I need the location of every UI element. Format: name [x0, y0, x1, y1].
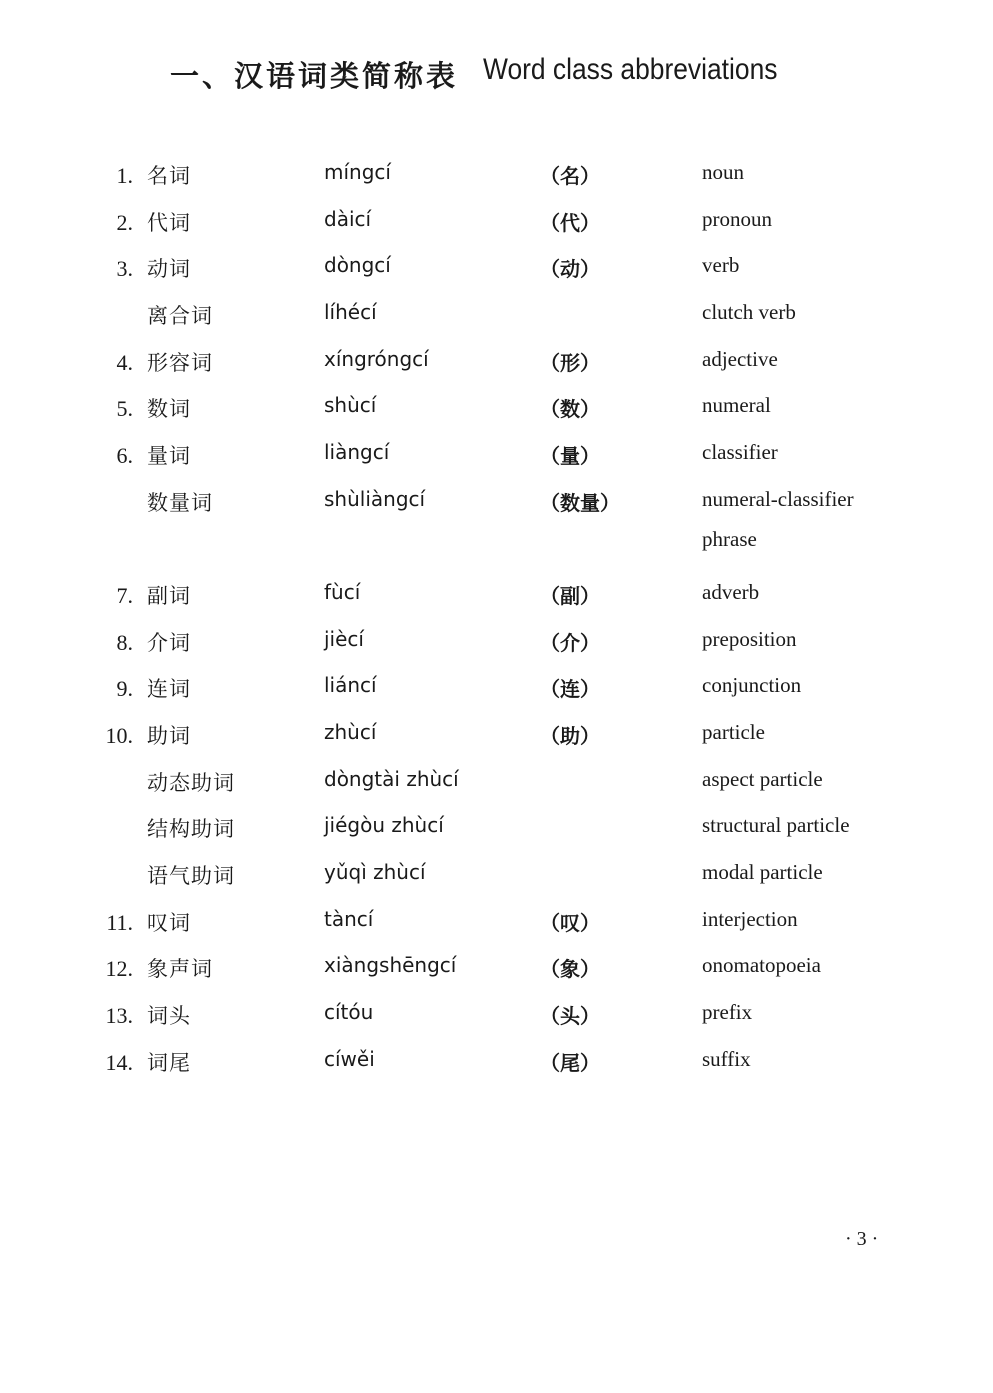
row-number: 6.: [116, 443, 133, 468]
abbreviation: （叹）: [540, 911, 600, 935]
pinyin: xíngróngcí: [324, 347, 429, 371]
row-number: 13.: [105, 1003, 133, 1028]
english-term: aspect particle: [702, 767, 823, 791]
chinese-term: 动词: [147, 257, 191, 281]
english-term: numeral-classifier: [702, 487, 854, 511]
abbreviation: （副）: [540, 584, 600, 608]
row-number: 8.: [116, 630, 133, 655]
table-row: [0, 393, 993, 427]
chinese-term: 连词: [147, 677, 191, 701]
row-number: 12.: [105, 956, 133, 981]
pinyin: liáncí: [324, 673, 377, 697]
chinese-term: 词尾: [147, 1051, 191, 1075]
title-english: Word class abbreviations: [483, 53, 778, 86]
english-term: pronoun: [702, 207, 772, 231]
abbreviation: （象）: [540, 957, 600, 981]
pinyin: fùcí: [324, 580, 361, 604]
chinese-term: 助词: [147, 724, 191, 748]
pinyin: dàicí: [324, 207, 372, 231]
row-number: 4.: [116, 350, 133, 375]
pinyin: liàngcí: [324, 440, 390, 464]
chinese-term: 副词: [147, 584, 191, 608]
abbreviation: （尾）: [540, 1051, 600, 1075]
row-number: 14.: [105, 1050, 133, 1075]
table-row: [0, 720, 993, 754]
pinyin: líhécí: [324, 300, 377, 324]
chinese-term: 数词: [147, 397, 191, 421]
row-number: 5.: [116, 396, 133, 421]
chinese-term: 介词: [147, 631, 191, 655]
table-row: [0, 813, 993, 847]
title-chinese: 一、汉语词类简称表: [170, 59, 459, 93]
pinyin: cítóu: [324, 1000, 374, 1024]
row-number: 11.: [106, 910, 133, 935]
english-term: noun: [702, 160, 744, 184]
table-row: [0, 253, 993, 287]
chinese-term: 形容词: [147, 351, 213, 375]
english-term: preposition: [702, 627, 797, 651]
pinyin: dòngtài zhùcí: [324, 767, 459, 791]
table-row: [0, 160, 993, 194]
table-row: [0, 487, 993, 551]
english-term: particle: [702, 720, 765, 744]
english-term: interjection: [702, 907, 798, 931]
chinese-term: 象声词: [147, 957, 213, 981]
abbreviation: （数量）: [540, 491, 620, 515]
abbreviation: （量）: [540, 444, 600, 468]
pinyin: tàncí: [324, 907, 374, 931]
english-term: conjunction: [702, 673, 802, 697]
pinyin: míngcí: [324, 160, 391, 184]
english-term: classifier: [702, 440, 778, 464]
pinyin: cíwěi: [324, 1047, 375, 1071]
pinyin: zhùcí: [324, 720, 377, 744]
table-row: [0, 580, 993, 614]
table-row: [0, 207, 993, 241]
chinese-term: 名词: [147, 164, 191, 188]
page-number: · 3 ·: [845, 1228, 879, 1250]
chinese-term: 离合词: [147, 304, 213, 328]
row-number: 3.: [116, 256, 133, 281]
row-number: 9.: [116, 676, 133, 701]
abbreviation: （动）: [540, 257, 600, 281]
table-row: [0, 1047, 993, 1081]
pinyin: shùcí: [324, 393, 377, 417]
abbreviation: （助）: [540, 724, 600, 748]
chinese-term: 动态助词: [147, 771, 235, 795]
pinyin: yǔqì zhùcí: [324, 860, 426, 884]
abbreviation: （名）: [540, 164, 600, 188]
english-term: structural particle: [702, 813, 850, 837]
table-row: [0, 347, 993, 381]
chinese-term: 结构助词: [147, 817, 235, 841]
table-row: [0, 627, 993, 661]
row-number: 10.: [105, 723, 133, 748]
abbreviation: （介）: [540, 631, 600, 655]
page-title: [0, 50, 993, 94]
english-term: onomatopoeia: [702, 953, 821, 977]
chinese-term: 量词: [147, 444, 191, 468]
english-term: modal particle: [702, 860, 823, 884]
english-term: clutch verb: [702, 300, 796, 324]
table-row: [0, 767, 993, 801]
abbreviation: （形）: [540, 351, 600, 375]
table-row: [0, 953, 993, 987]
english-term: numeral: [702, 393, 771, 417]
english-term: adverb: [702, 580, 760, 604]
chinese-term: 词头: [147, 1004, 191, 1028]
english-term: verb: [702, 253, 740, 277]
pinyin: jiégòu zhùcí: [324, 813, 444, 837]
chinese-term: 叹词: [147, 911, 191, 935]
abbreviation: （头）: [540, 1004, 600, 1028]
row-number: 2.: [116, 210, 133, 235]
abbreviation: （代）: [540, 211, 600, 235]
pinyin: xiàngshēngcí: [324, 953, 457, 977]
row-number: 1.: [116, 163, 133, 188]
pinyin: jiècí: [324, 627, 364, 651]
chinese-term: 代词: [147, 211, 191, 235]
table-row: [0, 1000, 993, 1034]
table-row: [0, 673, 993, 707]
english-term: adjective: [702, 347, 778, 371]
english-term: suffix: [702, 1047, 751, 1071]
table-row: [0, 440, 993, 474]
abbreviation: （连）: [540, 677, 600, 701]
pinyin: dòngcí: [324, 253, 391, 277]
english-term-continued: phrase: [702, 527, 757, 551]
row-number: 7.: [116, 583, 133, 608]
table-row: [0, 300, 993, 334]
chinese-term: 语气助词: [147, 864, 235, 888]
english-term: prefix: [702, 1000, 753, 1024]
abbreviation: （数）: [540, 397, 600, 421]
table-row: [0, 907, 993, 941]
chinese-term: 数量词: [147, 491, 213, 515]
table-row: [0, 860, 993, 894]
pinyin: shùliàngcí: [324, 487, 426, 511]
